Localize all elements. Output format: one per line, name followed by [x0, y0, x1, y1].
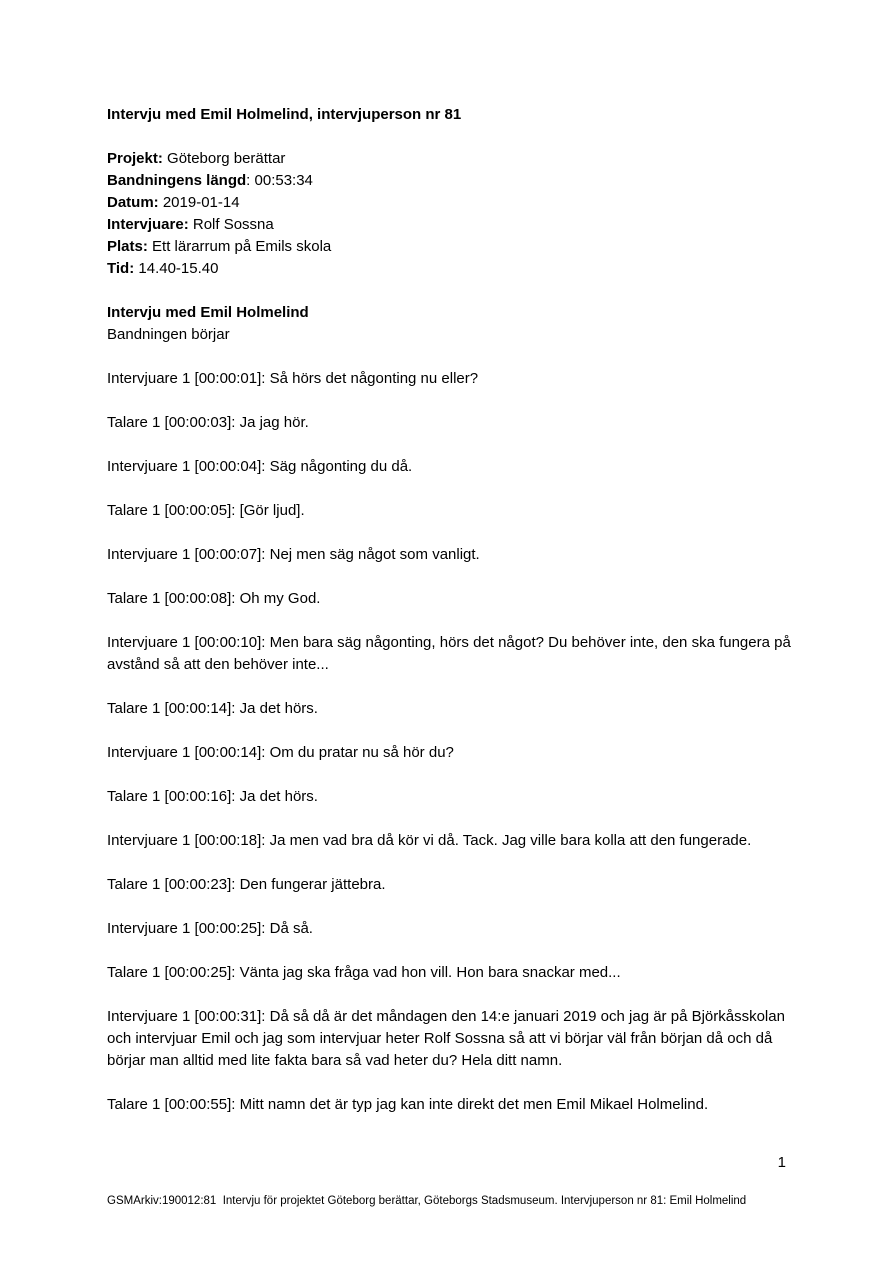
- transcript-paragraph: Intervjuare 1 [00:00:10]: Men bara säg någonting, hörs det något? Du behöver inte, den ska fungera på avstånd så att den behöver inte...: [107, 634, 791, 673]
- transcript-paragraph: Talare 1 [00:00:55]: Mitt namn det är typ jag kan inte direkt det men Emil Mikael Holmelind.: [107, 1096, 709, 1113]
- transcript-paragraph: Intervjuare 1 [00:00:04]: Säg någonting du då.: [107, 458, 413, 475]
- metadata-line: [107, 170, 795, 192]
- metadata-line: [107, 258, 795, 280]
- transcript-paragraph: Talare 1 [00:00:03]: Ja jag hör.: [107, 414, 309, 431]
- transcript-paragraph: Intervjuare 1 [00:00:14]: Om du pratar nu så hör du?: [107, 744, 454, 761]
- page-number: 1: [777, 1154, 786, 1171]
- metadata-label: Projekt:: [107, 150, 163, 167]
- metadata-block: [107, 148, 795, 280]
- section-title: Intervju med Emil Holmelind: [107, 304, 309, 321]
- transcript-paragraph: Intervjuare 1 [00:00:01]: Så hörs det någonting nu eller?: [107, 370, 479, 387]
- metadata-label: Tid:: [107, 260, 135, 277]
- document-content: [107, 104, 795, 1138]
- transcript-paragraph: Talare 1 [00:00:16]: Ja det hörs.: [107, 788, 318, 805]
- metadata-line: [107, 214, 795, 236]
- transcript-paragraph: Talare 1 [00:00:25]: Vänta jag ska fråga vad hon vill. Hon bara snackar med...: [107, 964, 621, 981]
- metadata-label: Plats:: [107, 238, 148, 255]
- transcript-paragraph: Intervjuare 1 [00:00:07]: Nej men säg något som vanligt.: [107, 546, 480, 563]
- transcript-paragraph: Intervjuare 1 [00:00:18]: Ja men vad bra då kör vi då. Tack. Jag ville bara kolla att den fungerade.: [107, 832, 752, 849]
- section-subtitle: Bandningen börjar: [107, 326, 230, 343]
- section-heading: [107, 302, 795, 346]
- transcript-paragraph: Talare 1 [00:00:23]: Den fungerar jättebra.: [107, 876, 386, 893]
- transcript: [107, 368, 795, 1116]
- transcript-paragraph: Intervjuare 1 [00:00:31]: Då så då är det måndagen den 14:e januari 2019 och jag är på Björkåsskolan och intervjuar Emil och jag som intervjuar heter Rolf Sossna så att vi börjar väl från början då och då börjar man alltid med lite fakta bara så vad heter du? Hela ditt namn.: [107, 1008, 785, 1069]
- metadata-value: : 00:53:34: [246, 172, 313, 189]
- metadata-label: Intervjuare:: [107, 216, 189, 233]
- metadata-value: Ett lärarrum på Emils skola: [147, 238, 332, 255]
- metadata-label: Datum:: [107, 194, 159, 211]
- transcript-paragraph: Talare 1 [00:00:05]: [Gör ljud].: [107, 502, 305, 519]
- transcript-paragraph: Talare 1 [00:00:08]: Oh my God.: [107, 590, 321, 607]
- transcript-paragraph: Intervjuare 1 [00:00:25]: Då så.: [107, 920, 313, 937]
- metadata-line: [107, 236, 795, 258]
- document-title: Intervju med Emil Holmelind, intervjuperson nr 81: [107, 106, 462, 123]
- metadata-line: [107, 192, 795, 214]
- metadata-line: [107, 148, 795, 170]
- metadata-label: Bandningens längd: [107, 172, 247, 189]
- metadata-value: Göteborg berättar: [162, 150, 286, 167]
- transcript-paragraph: Talare 1 [00:00:14]: Ja det hörs.: [107, 700, 318, 717]
- metadata-value: 2019-01-14: [158, 194, 240, 211]
- metadata-value: 14.40-15.40: [134, 260, 219, 277]
- archive-footer: GSMArkiv:190012:81 Intervju för projektet Göteborg berättar, Göteborgs Stadsmuseum. Intervjuperson nr 81: Emil Holmelind: [107, 1195, 747, 1207]
- metadata-value: Rolf Sossna: [188, 216, 274, 233]
